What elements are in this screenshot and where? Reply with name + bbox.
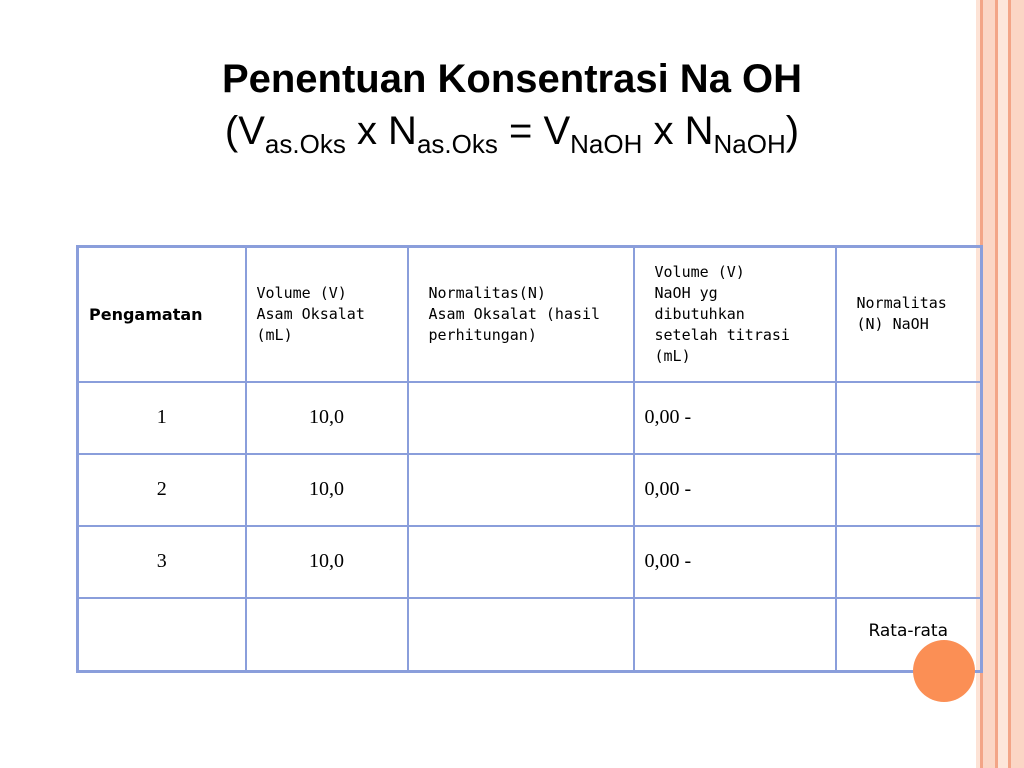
footer-empty-cell — [246, 598, 408, 672]
header-volume-naoh-line: Volume (V) — [654, 262, 745, 281]
header-normalitas-naoh-line: Normalitas — [856, 294, 947, 313]
cell-volume-asam: 10,0 — [246, 382, 408, 454]
header-normalitas-naoh — [836, 247, 982, 382]
header-normalitas-naoh-line: (N) NaOH — [856, 315, 929, 334]
accent-circle — [913, 640, 975, 702]
cell-pengamatan: 2 — [78, 454, 246, 526]
header-volume-naoh-line: setelah titrasi — [654, 325, 790, 344]
slide-title — [0, 52, 1024, 158]
title-heading: Penentuan Konsentrasi Na OH — [221, 57, 803, 101]
cell-normalitas-asam — [408, 454, 634, 526]
footer-empty-cell — [408, 598, 634, 672]
header-volume-naoh-line: (mL) — [654, 346, 691, 365]
formula-sub-as-oks-2: as.Oks — [416, 129, 498, 159]
formula-equals: = V — [497, 109, 571, 153]
header-volume-naoh-line: NaOH yg — [654, 283, 718, 302]
header-volume-asam-line: Asam Oksalat — [256, 304, 365, 323]
header-normalitas-asam — [408, 247, 634, 382]
formula-sub-as-oks-1: as.Oks — [264, 129, 346, 159]
cell-normalitas-naoh — [836, 382, 982, 454]
cell-normalitas-naoh — [836, 526, 982, 598]
formula-times-1: x N — [345, 109, 417, 153]
header-volume-asam — [246, 247, 408, 382]
table-row — [78, 526, 982, 598]
cell-volume-naoh: 0,00 - — [634, 382, 836, 454]
cell-pengamatan: 3 — [78, 526, 246, 598]
cell-pengamatan: 1 — [78, 382, 246, 454]
header-normalitas-asam-line: Asam Oksalat (hasil — [428, 304, 601, 323]
footer-empty-cell — [634, 598, 836, 672]
cell-normalitas-naoh — [836, 454, 982, 526]
table-footer-row — [78, 598, 982, 672]
cell-volume-naoh: 0,00 - — [634, 454, 836, 526]
formula-sub-naoh-2: NaOH — [713, 129, 786, 159]
footer-empty-cell — [78, 598, 246, 672]
table-row — [78, 454, 982, 526]
formula-sub-naoh-1: NaOH — [570, 129, 643, 159]
header-volume-naoh-line: dibutuhkan — [654, 304, 745, 323]
header-volume-naoh — [634, 247, 836, 382]
footer-rata-rata: Rata-rata — [836, 598, 982, 672]
header-volume-asam-line: (mL) — [256, 325, 293, 344]
cell-volume-asam: 10,0 — [246, 454, 408, 526]
header-normalitas-asam-line: perhitungan) — [428, 325, 537, 344]
cell-volume-naoh: 0,00 - — [634, 526, 836, 598]
header-pengamatan: Pengamatan — [78, 247, 246, 382]
cell-volume-asam: 10,0 — [246, 526, 408, 598]
table-header-row — [78, 247, 982, 382]
table-row — [78, 382, 982, 454]
header-normalitas-asam-line: Normalitas(N) — [428, 283, 546, 302]
cell-normalitas-asam — [408, 382, 634, 454]
data-table — [76, 245, 983, 673]
title-formula — [0, 104, 1024, 158]
formula-close: ) — [785, 109, 800, 153]
cell-normalitas-asam — [408, 526, 634, 598]
formula-open: (V — [224, 109, 265, 153]
header-volume-asam-line: Volume (V) — [256, 283, 347, 302]
formula-times-2: x N — [642, 109, 714, 153]
